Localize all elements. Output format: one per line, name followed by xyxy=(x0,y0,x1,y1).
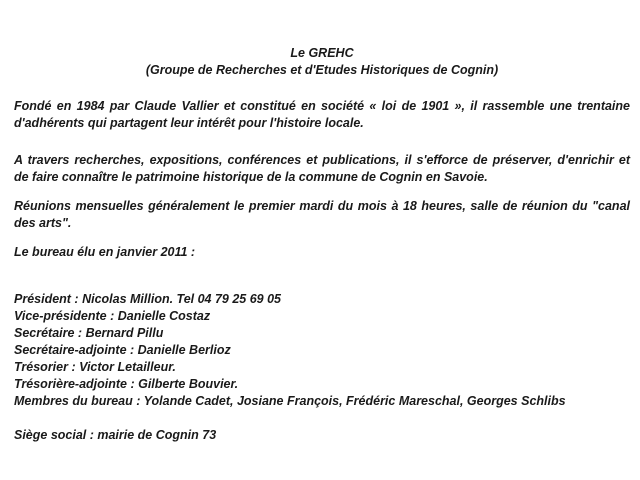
bureau-member-treasurer: Trésorier : Victor Letailleur. xyxy=(14,360,176,374)
paragraph-founded xyxy=(14,98,630,132)
bureau-member-vice-president: Vice-présidente : Danielle Costaz xyxy=(14,309,211,323)
bureau-member-secretary: Secrétaire : Bernard Pillu xyxy=(14,326,164,340)
paragraph-line: de faire connaître le patrimoine historique de la commune de Cognin en Savoie. xyxy=(14,170,488,184)
bureau-member-president: Président : Nicolas Million. Tel 04 79 25 69 05 xyxy=(14,292,282,306)
bureau-member-assistant-secretary: Secrétaire-adjointe : Danielle Berlioz xyxy=(14,343,231,357)
bureau-intro: Le bureau élu en janvier 2011 : xyxy=(14,245,196,259)
document-title: Le GREHC xyxy=(290,46,354,60)
bureau-members: Membres du bureau : Yolande Cadet, Josiane François, Frédéric Mareschal, Georges Schlibs xyxy=(14,394,566,408)
paragraph-line: d'adhérents qui partagent leur intérêt pour l'histoire locale. xyxy=(14,116,364,130)
paragraph-line: Fondé en 1984 par Claude Vallier et constitué en société « loi de 1901 », il rassemble une trentaine xyxy=(14,99,630,113)
bureau-member-assistant-treasurer: Trésorière-adjointe : Gilberte Bouvier. xyxy=(14,377,239,391)
paragraph-line: des arts". xyxy=(14,216,72,230)
document-subtitle: (Groupe de Recherches et d'Etudes Historiques de Cognin) xyxy=(145,63,499,77)
paragraph-meetings xyxy=(14,198,630,232)
paragraph-line: A travers recherches, expositions, conférences et publications, il s'efforce de préserver, d'enrichir et xyxy=(14,153,630,167)
siege-social: Siège social : mairie de Cognin 73 xyxy=(14,428,217,442)
paragraph-line: Réunions mensuelles généralement le premier mardi du mois à 18 heures, salle de réunion du "canal xyxy=(14,199,630,213)
bureau-list xyxy=(14,291,630,410)
paragraph-mission xyxy=(14,152,630,186)
